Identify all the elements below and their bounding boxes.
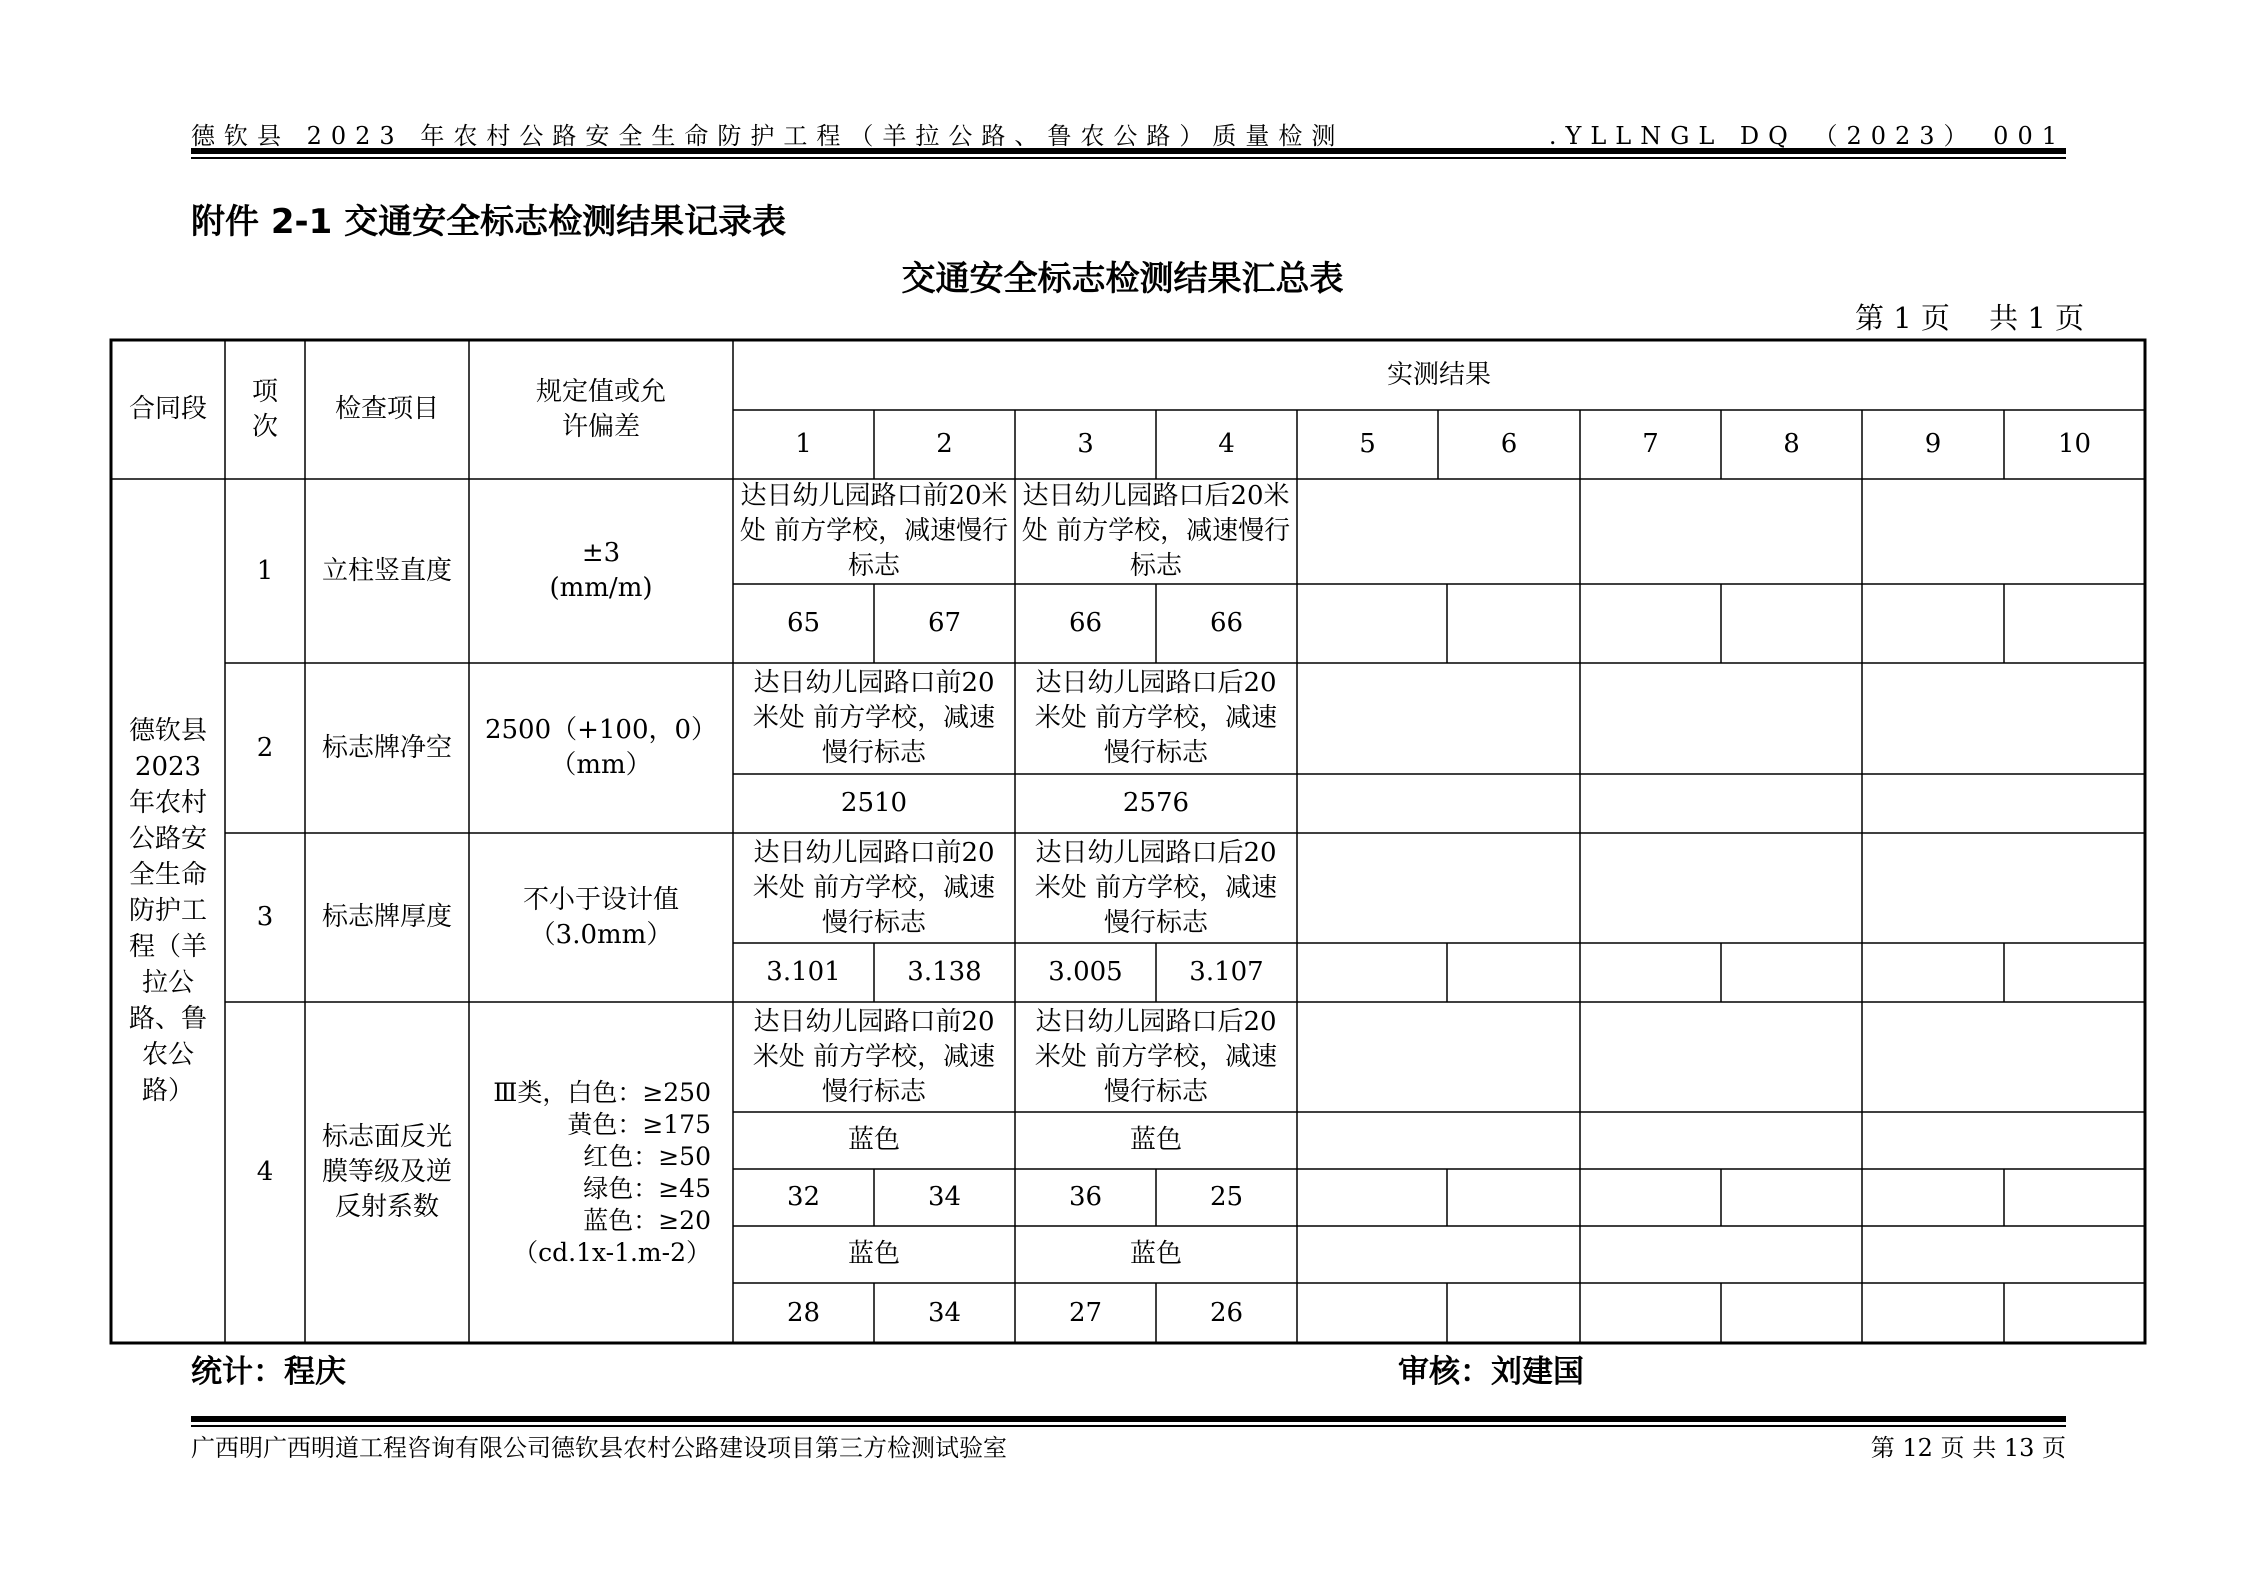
- row-4-location-a: 达日幼儿园路口前20米处 前方学校，减速慢行标志: [752, 1006, 996, 1107]
- row-4-spec-line: （cd.1x-1.m-2）: [513, 1237, 711, 1267]
- row-4-color-a2: 蓝色: [847, 1239, 900, 1269]
- row-4-spec-line: 蓝色：≥20: [583, 1205, 711, 1235]
- row-4-spec: [469, 1002, 733, 1343]
- result-col-header: 3: [1077, 429, 1094, 459]
- row-3-item: 标志牌厚度: [321, 902, 452, 932]
- row-3-location-a: 达日幼儿园路口前20米处 前方学校，减速慢行标志: [752, 837, 996, 938]
- header-section: 合同段: [128, 394, 207, 424]
- row-4-location-b: 达日幼儿园路口后20米处 前方学校，减速慢行标志: [1034, 1006, 1278, 1107]
- result-col-header: 6: [1500, 429, 1518, 459]
- row-1-location-b: 达日幼儿园路口后20米处 前方学校，减速慢行标志: [1021, 481, 1291, 581]
- footer-rule-thin: [191, 1425, 2066, 1427]
- row-2-value: 2576: [1122, 788, 1190, 818]
- footer-page-number: 第 12 页 共 13 页: [1870, 1434, 2066, 1462]
- row-1-location-a: 达日幼儿园路口前20米处 前方学校，减速慢行标志: [739, 481, 1009, 581]
- statistics-signature: 统计：程庆: [191, 1354, 346, 1390]
- row-4-color-b2: 蓝色: [1129, 1239, 1182, 1269]
- row-4-color-a1: 蓝色: [847, 1125, 900, 1155]
- row-1-value: 66: [1209, 608, 1244, 638]
- row-3-value: 3.005: [1048, 957, 1123, 987]
- result-col-header: 4: [1218, 429, 1235, 459]
- attachment-title: 附件 2-1 交通安全标志检测结果记录表: [191, 202, 787, 242]
- footer-rule-thick: [191, 1416, 2066, 1422]
- row-2-value: 2510: [840, 788, 908, 818]
- result-col-header: 9: [1924, 429, 1942, 459]
- header-spec: 规定值或允许偏差: [535, 376, 666, 442]
- row-1-spec-unit: (mm/m): [549, 573, 653, 603]
- header-results: 实测结果: [1386, 359, 1491, 390]
- result-col-header: 2: [936, 429, 953, 459]
- contract-section-name: 德钦县2023年农村公路安全生命防护工程（羊拉公路、鲁农公路）: [128, 716, 207, 1106]
- row-2-location-a: 达日幼儿园路口前20米处 前方学校，减速慢行标志: [752, 668, 996, 768]
- result-col-header: 1: [795, 429, 812, 459]
- row-4-spec-line: 黄色：≥175: [567, 1109, 711, 1139]
- header-report-code: .YLLNGL DQ （2023） 001: [1548, 122, 2066, 150]
- row-4-value: 36: [1068, 1182, 1103, 1212]
- header-item-no: 项次: [251, 376, 278, 442]
- review-signature: 审核：刘建国: [1398, 1354, 1584, 1390]
- row-2-no: 2: [256, 732, 274, 763]
- row-4-value: 34: [927, 1297, 962, 1328]
- row-1-value: 67: [927, 608, 962, 638]
- row-4-no: 4: [256, 1157, 274, 1187]
- row-3-value: 3.101: [766, 957, 841, 987]
- row-2-location-b: 达日幼儿园路口后20米处 前方学校，减速慢行标志: [1034, 668, 1278, 768]
- result-col-header: 5: [1359, 429, 1376, 459]
- row-2-spec-unit: （mm）: [550, 750, 652, 780]
- row-4-value: 34: [927, 1182, 962, 1212]
- row-4-item: 标志面反光膜等级及逆反射系数: [321, 1122, 452, 1222]
- row-4-spec-line: Ⅲ类，白色：≥250: [493, 1077, 711, 1107]
- row-3-location-b: 达日幼儿园路口后20米处 前方学校，减速慢行标志: [1034, 837, 1278, 938]
- page-title: 交通安全标志检测结果汇总表: [901, 259, 1344, 299]
- result-col-header: 7: [1642, 429, 1659, 459]
- row-1-spec: [469, 479, 733, 663]
- row-1-spec-value: ±3: [581, 538, 621, 568]
- row-2-spec-value: 2500（+100，0）: [484, 715, 718, 745]
- footer-company: 广西明广西明道工程咨询有限公司德钦县农村公路建设项目第三方检测试验室: [191, 1434, 1007, 1462]
- row-1-item: 立柱竖直度: [321, 555, 452, 586]
- result-col-header: 8: [1783, 429, 1800, 459]
- row-4-value: 28: [786, 1297, 821, 1328]
- table-page-total: 共 1 页: [1989, 301, 2084, 335]
- row-4-value: 27: [1068, 1297, 1103, 1328]
- row-4-spec-line: 红色：≥50: [583, 1141, 711, 1171]
- row-3-no: 3: [256, 902, 274, 932]
- row-1-value: 65: [786, 608, 821, 638]
- row-4-value: 32: [786, 1182, 821, 1212]
- row-4-value: 25: [1209, 1182, 1244, 1212]
- row-3-value: 3.138: [907, 957, 982, 987]
- row-2-spec: [469, 663, 733, 833]
- header-inspection-item: 检查项目: [334, 394, 439, 424]
- table-page-current: 第 1 页: [1855, 301, 1950, 335]
- row-4-color-b1: 蓝色: [1129, 1125, 1182, 1155]
- row-1-no: 1: [256, 555, 274, 586]
- header-project-title: 德钦县 2023 年农村公路安全生命防护工程（羊拉公路、鲁农公路）质量检测: [191, 122, 1345, 150]
- row-4-spec-line: 绿色：≥45: [583, 1173, 711, 1203]
- row-3-spec-value: 不小于设计值: [522, 884, 679, 915]
- row-1-value: 66: [1068, 608, 1103, 638]
- row-4-value: 26: [1209, 1297, 1244, 1328]
- row-3-value: 3.107: [1189, 957, 1264, 987]
- row-3-spec: [469, 833, 733, 1002]
- row-2-item: 标志牌净空: [321, 732, 452, 763]
- row-4-spec-lines: [493, 1077, 711, 1269]
- row-3-spec-unit: （3.0mm）: [529, 919, 673, 950]
- result-col-header: 10: [2057, 429, 2092, 459]
